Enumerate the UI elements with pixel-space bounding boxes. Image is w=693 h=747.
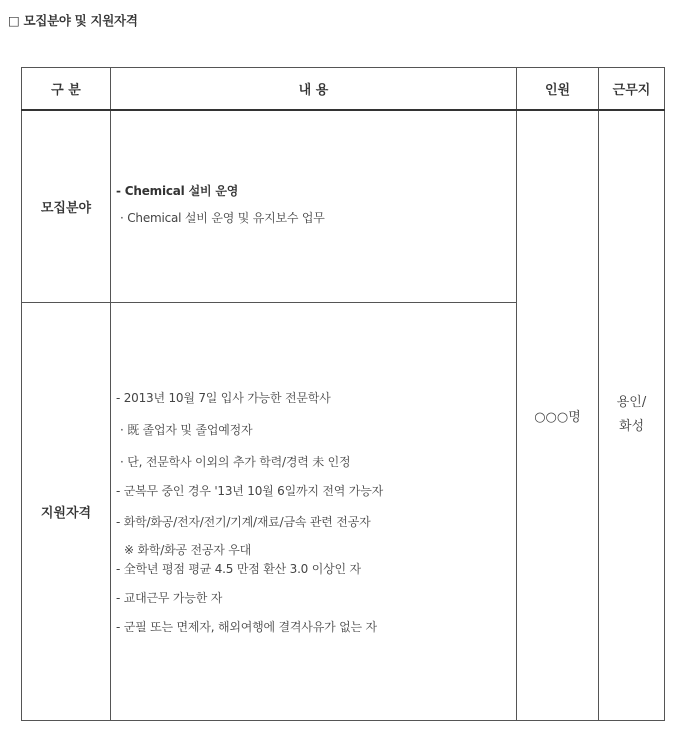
qual-line-3: · 단, 전문학사 이외의 추가 학력/경력 未 인정 xyxy=(120,455,351,469)
section-title xyxy=(8,11,138,29)
qual-line-9: - 군필 또는 면제자, 해외여행에 결격사유가 없는 자 xyxy=(116,620,377,634)
qual-line-1: - 2013년 10월 7일 입사 가능한 전문학사 xyxy=(116,391,331,405)
recruitment-table xyxy=(21,67,665,721)
field-line-1: - Chemical 설비 운영 xyxy=(116,184,239,199)
header-location: 근무지 xyxy=(599,68,665,111)
section-title-text: 모집분야 및 지원자격 xyxy=(23,13,138,28)
qual-line-5: - 화학/화공/전자/전기/기계/재료/금속 관련 전공자 xyxy=(116,515,371,529)
field-line-2: · Chemical 설비 운영 및 유지보수 업무 xyxy=(120,211,325,226)
qual-line-7: - 全학년 평점 평균 4.5 만점 환산 3.0 이상인 자 xyxy=(116,562,361,576)
field-label: 모집분야 xyxy=(22,110,111,302)
qual-line-6: ※ 화학/화공 전공자 우대 xyxy=(124,543,252,557)
location-line-2: 화성 xyxy=(618,419,645,435)
header-content: 내 용 xyxy=(111,68,517,111)
qualification-content xyxy=(111,302,517,720)
field-content xyxy=(111,110,517,302)
header-category: 구 분 xyxy=(22,68,111,111)
header-headcount: 인원 xyxy=(517,68,599,111)
table-header-row xyxy=(22,68,665,111)
qual-line-2: · 既 졸업자 및 졸업예정자 xyxy=(120,423,253,437)
location-line-1: 용인/ xyxy=(616,395,647,411)
qual-line-4: - 군복무 중인 경우 '13년 10월 6일까지 전역 가능자 xyxy=(116,484,383,498)
checkbox-square-icon: □ xyxy=(8,13,20,28)
location-cell xyxy=(599,110,665,720)
qual-line-8: - 교대근무 가능한 자 xyxy=(116,591,223,605)
headcount-cell: ○○○명 xyxy=(517,110,599,720)
table-row-field xyxy=(22,110,665,302)
qualification-label: 지원자격 xyxy=(22,302,111,720)
